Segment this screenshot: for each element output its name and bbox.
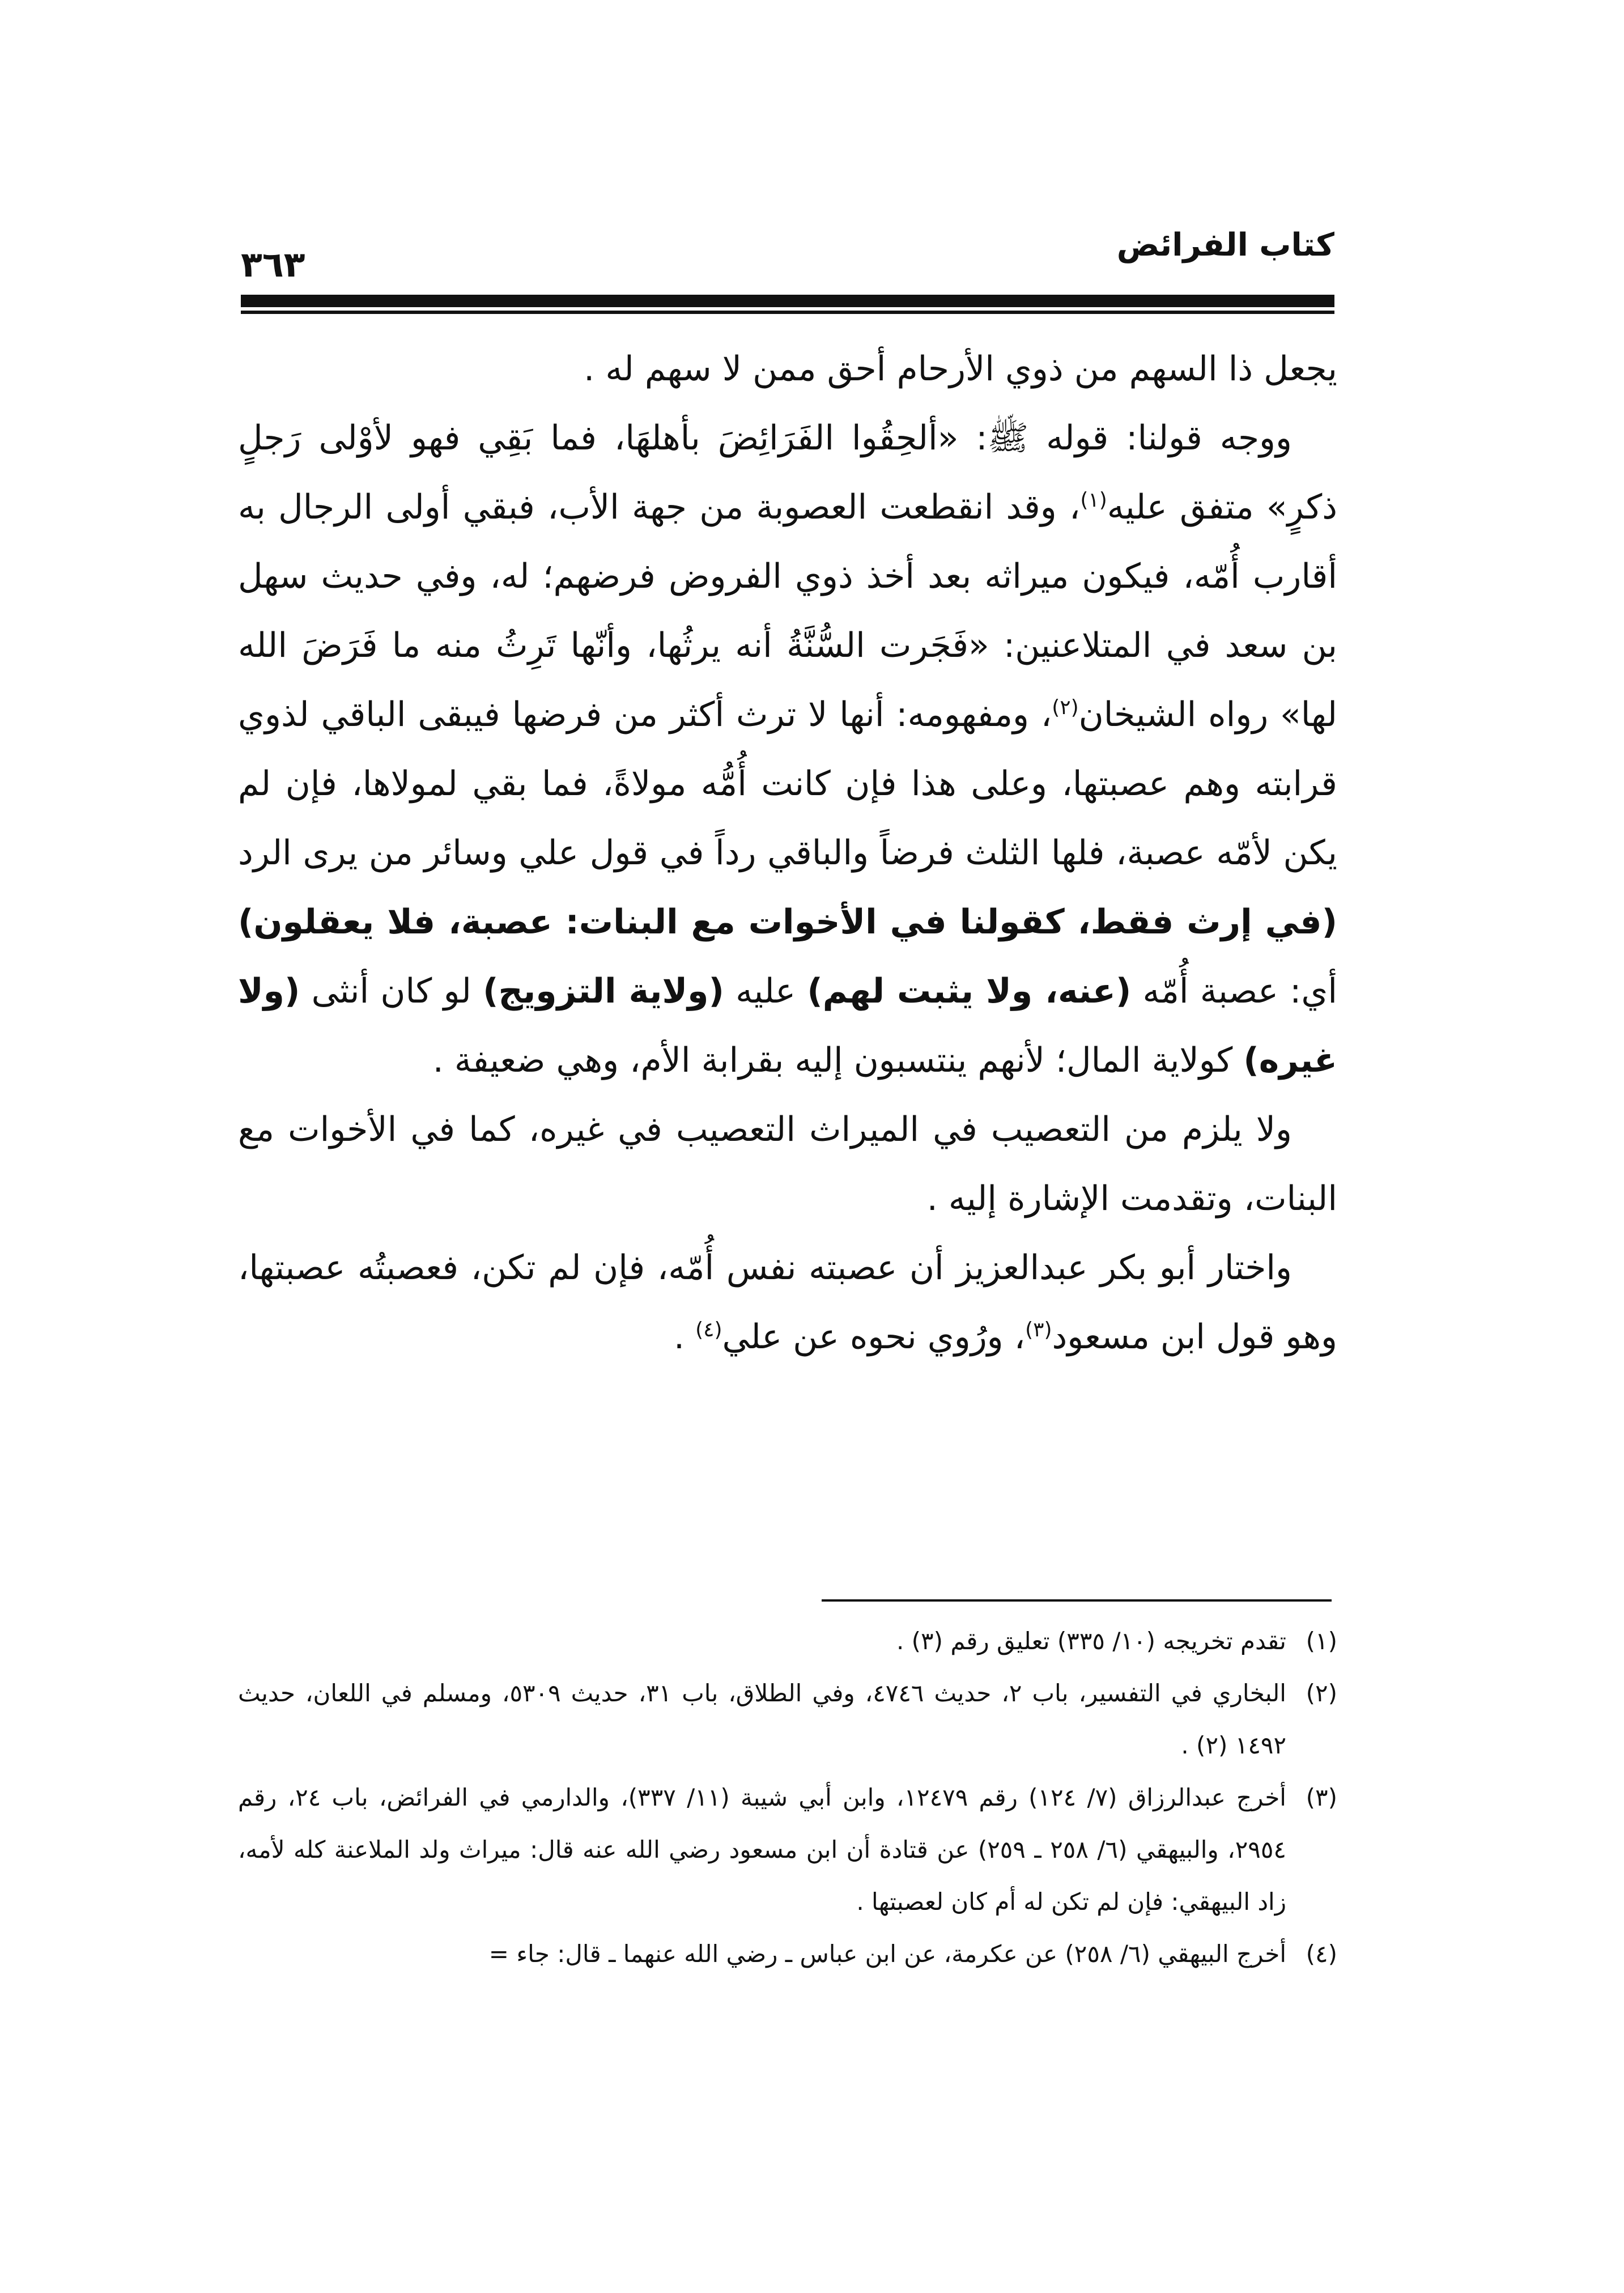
paragraph-4-text-b: ، ورُوي نحوه عن علي <box>722 1317 1026 1357</box>
book-title: كتاب الفرائض <box>1116 227 1334 264</box>
footnote-item <box>238 1772 1337 1928</box>
paragraph-2-text-g: كولاية المال؛ لأنهم ينتسبون إليه بقرابة الأم، وهي ضعيفة . <box>432 1041 1244 1080</box>
paragraph-2-text-f: لو كان أنثى <box>300 971 483 1011</box>
footnote-separator <box>822 1599 1332 1602</box>
footnote-number: (٣) <box>1306 1784 1337 1811</box>
footnote-number: (٤) <box>1306 1940 1337 1968</box>
footnote-text: البخاري في التفسير، باب ٢، حديث ٤٧٤٦، وفي الطلاق، باب ٣١، حديث ٥٣٠٩، ومسلم في اللعان، حديث ١٤٩٢ (٢) . <box>238 1679 1286 1759</box>
page-number: ٣٦٣ <box>241 244 305 285</box>
footnote-ref-2[interactable]: (٢) <box>1052 696 1079 719</box>
footnote-ref-1[interactable]: (١) <box>1080 489 1107 512</box>
paragraph-2-text-e: عليه <box>724 971 807 1011</box>
matn-quote-3: (ولاية التزويج) <box>483 971 724 1011</box>
main-text <box>238 334 1337 1371</box>
footnote-ref-4[interactable]: (٤) <box>695 1318 722 1341</box>
paragraph-4-text-a: واختار أبو بكر عبدالعزيز أن عصبته نفس أُمّه، فإن لم تكن، فعصبتُه عصبتها، وهو قول ابن مسعود <box>238 1248 1337 1357</box>
footnote-number: (١) <box>1306 1627 1337 1655</box>
footnote-item <box>238 1928 1337 1980</box>
paragraph-4 <box>238 1233 1337 1371</box>
matn-quote-2: (عنه، ولا يثبت لهم) <box>807 971 1132 1011</box>
paragraph-4-text-c: . <box>673 1317 696 1357</box>
paragraph-2-text-a: ووجه قولنا: قوله ﷺ: «ألحِقُوا الفَرَائِضَ بأهلهَا، فما بَقِي فهو لأوْلى رَجلٍ ذكرٍ» متفق عليه <box>238 418 1337 527</box>
footnote-number: (٢) <box>1306 1679 1337 1707</box>
paragraph-3: ولا يلزم من التعصيب في الميراث التعصيب في غيره، كما في الأخوات مع البنات، وتقدمت الإشارة إليه . <box>238 1110 1337 1218</box>
footnotes <box>238 1615 1337 1980</box>
header-rule-thin <box>241 311 1334 314</box>
paragraph-1: يجعل ذا السهم من ذوي الأرحام أحق ممن لا سهم له . <box>584 349 1337 389</box>
footnote-item <box>238 1667 1337 1772</box>
footnote-ref-3[interactable]: (٣) <box>1025 1318 1052 1341</box>
footnote-text: تقدم تخريجه (١٠/ ٣٣٥) تعليق رقم (٣) . <box>896 1627 1286 1655</box>
paragraph-2-text-c: ، ومفهومه: أنها لا ترث أكثر من فرضها فيبقى الباقي لذوي قرابته وهم عصبتها، وعلى هذا فإن كانت أُمُّه مولاةً، فما بقي لمولاها، فإن لم يكن لأمّه عصبة، فلها الثلث فرضاً والباقي رداً في قول علي وسائر من يرى الرد <box>238 695 1337 873</box>
paragraph-2-text-d: أي: عصبة أُمّه <box>1131 971 1337 1011</box>
header-rule-thick <box>241 295 1334 307</box>
footnote-text: أخرج البيهقي (٦/ ٢٥٨) عن عكرمة، عن ابن عباس ـ رضي الله عنهما ـ قال: جاء = <box>488 1940 1286 1968</box>
paragraph-2-text-b: ، وقد انقطعت العصوبة من جهة الأب، فبقي أولى الرجال به أقارب أُمّه، فيكون ميراثه بعد أخذ ذوي الفروض فرضهم؛ له، وفي حديث سهل بن سعد في المتلاعنين: «فَجَرت السُّنَّةُ أنه يرثُها، وأنّها تَرِثُ منه ما فَرَضَ الله لها» رواه الشيخان <box>238 487 1337 734</box>
paragraph-2 <box>238 404 1337 1095</box>
running-head <box>241 227 1334 289</box>
footnote-item <box>238 1615 1337 1667</box>
matn-quote-4: (ولا غيره) <box>238 971 1337 1080</box>
matn-quote-1: (في إرث فقط، كقولنا في الأخوات مع البنات: عصبة، فلا يعقلون) <box>238 902 1337 942</box>
footnote-text: أخرج عبدالرزاق (٧/ ١٢٤) رقم ١٢٤٧٩، وابن أبي شيبة (١١/ ٣٣٧)، والدارمي في الفرائض، باب ٢٤، رقم ٢٩٥٤، والبيهقي (٦/ ٢٥٨ ـ ٢٥٩) عن قتادة أن ابن مسعود رضي الله عنه قال: ميراث ولد الملاعنة كله لأمه، زاد البيهقي: فإن لم تكن له أم كان لعصبتها . <box>238 1784 1286 1916</box>
